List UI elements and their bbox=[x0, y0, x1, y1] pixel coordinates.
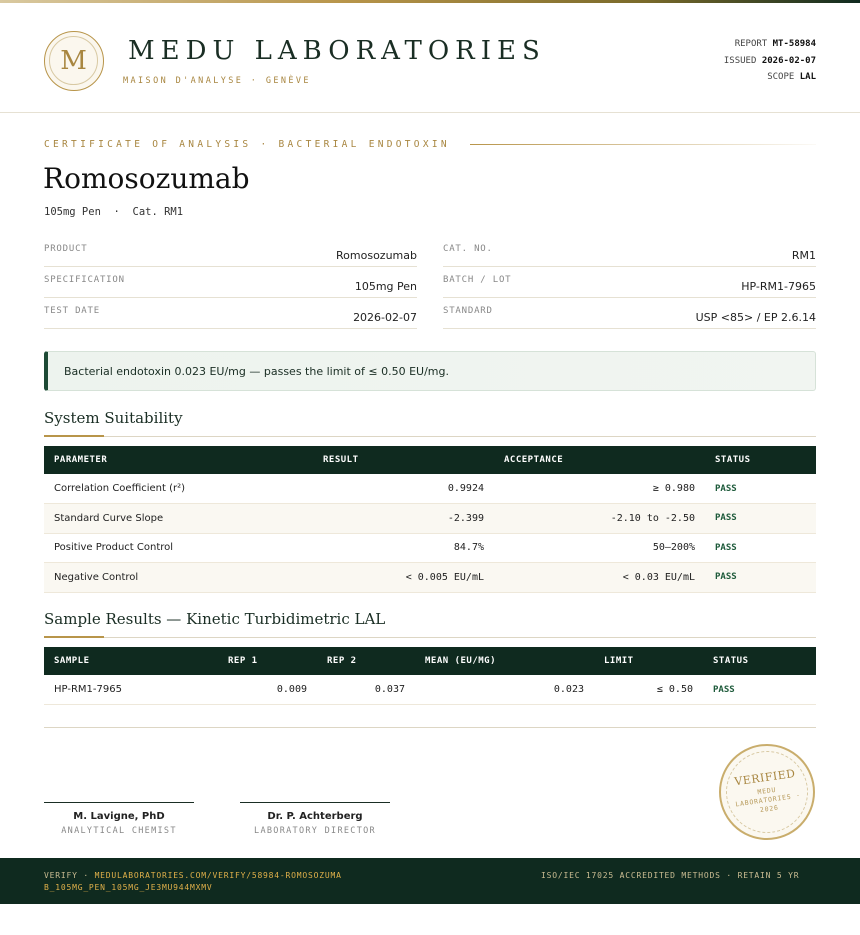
table-cell: -2.10 to -2.50 bbox=[494, 504, 705, 534]
verify-line bbox=[44, 870, 344, 894]
product-title: Romosozumab bbox=[43, 162, 250, 195]
column-header: RESULT bbox=[323, 455, 359, 465]
column-header: REP 1 bbox=[228, 656, 258, 666]
report-footer bbox=[0, 858, 860, 904]
table-cell: Correlation Coefficient (r²) bbox=[44, 474, 313, 504]
table-cell: 0.037 bbox=[317, 675, 415, 705]
column-header: STATUS bbox=[715, 455, 751, 465]
info-row-batch bbox=[443, 267, 816, 298]
signature-block-chemist bbox=[44, 802, 194, 836]
info-row-specification bbox=[44, 267, 417, 298]
table-row bbox=[44, 533, 816, 563]
suitability-table bbox=[44, 446, 816, 593]
info-label: CAT. NO. bbox=[443, 244, 493, 254]
table-cell: 0.023 bbox=[415, 675, 594, 705]
table-cell: 0.009 bbox=[218, 675, 317, 705]
table-cell: Positive Product Control bbox=[44, 533, 313, 563]
samples-title: Sample Results — Kinetic Turbidimetric LAL bbox=[44, 610, 386, 628]
signature-name: Dr. P. Achterberg bbox=[267, 811, 363, 822]
table-row bbox=[44, 563, 816, 593]
logo-monogram: M bbox=[49, 36, 98, 85]
table-header bbox=[44, 446, 816, 474]
accreditation-note: ISO/IEC 17025 ACCREDITED METHODS · RETAIN 5 YR bbox=[541, 871, 800, 880]
samples-table bbox=[44, 647, 816, 705]
column-header: STATUS bbox=[713, 656, 749, 666]
report-header bbox=[0, 3, 860, 113]
status-badge: PASS bbox=[705, 533, 816, 563]
section-rule bbox=[44, 637, 816, 638]
table-cell: Standard Curve Slope bbox=[44, 504, 313, 534]
info-value: USP <85> / EP 2.6.14 bbox=[695, 310, 816, 324]
meta-report: REPORT MT-58984 bbox=[734, 39, 816, 49]
column-header: ACCEPTANCE bbox=[504, 455, 564, 465]
certificate-label: CERTIFICATE OF ANALYSIS · BACTERIAL ENDOTOXIN bbox=[44, 139, 450, 150]
table-cell: HP-RM1-7965 bbox=[44, 675, 218, 705]
signature-role: LABORATORY DIRECTOR bbox=[254, 826, 376, 836]
lab-logo-icon bbox=[44, 31, 104, 91]
seal-title: VERIFIED bbox=[733, 766, 797, 788]
signature-name: M. Lavigne, PhD bbox=[73, 811, 165, 822]
column-header: LIMIT bbox=[604, 656, 634, 666]
meta-scope: SCOPE LAL bbox=[767, 72, 816, 82]
info-value: HP-RM1-7965 bbox=[741, 279, 816, 293]
column-header: SAMPLE bbox=[54, 656, 90, 666]
signature-divider bbox=[44, 727, 816, 728]
verify-code: 58984-ROMOSOZUMAB_105MG_PEN_105MG_JE3MU944MXMV bbox=[44, 871, 342, 892]
section-accent bbox=[44, 435, 104, 437]
info-row-cat-no bbox=[443, 236, 816, 267]
table-row bbox=[44, 474, 816, 504]
info-label: STANDARD bbox=[443, 306, 493, 316]
report-meta bbox=[724, 36, 816, 86]
signature-role: ANALYTICAL CHEMIST bbox=[61, 826, 177, 836]
table-cell: < 0.005 EU/mL bbox=[313, 563, 494, 593]
verify-prefix: VERIFY · bbox=[44, 871, 95, 880]
info-grid-left bbox=[44, 236, 417, 329]
table-cell: -2.399 bbox=[313, 504, 494, 534]
product-subtitle: 105mg Pen · Cat. RM1 bbox=[44, 206, 184, 218]
table-row bbox=[44, 675, 816, 705]
info-label: SPECIFICATION bbox=[44, 275, 125, 285]
suitability-title: System Suitability bbox=[44, 409, 183, 427]
status-badge: PASS bbox=[705, 504, 816, 534]
info-value: RM1 bbox=[791, 248, 816, 262]
info-label: BATCH / LOT bbox=[443, 275, 512, 285]
table-cell: 84.7% bbox=[313, 533, 494, 563]
table-cell: 50–200% bbox=[494, 533, 705, 563]
meta-issued: ISSUED 2026-02-07 bbox=[723, 55, 816, 66]
info-row-product bbox=[44, 236, 417, 267]
info-row-standard bbox=[443, 298, 816, 329]
table-cell: ≥ 0.980 bbox=[494, 474, 705, 504]
section-rule bbox=[44, 436, 816, 437]
signature-block-director bbox=[240, 802, 390, 836]
brand-name: MEDU LABORATORIES bbox=[128, 36, 546, 66]
status-badge: PASS bbox=[703, 675, 816, 705]
info-value: 2026-02-07 bbox=[353, 310, 417, 324]
column-header: PARAMETER bbox=[54, 455, 108, 465]
brand-subtitle: MAISON D'ANALYSE · GENÈVE bbox=[123, 76, 311, 86]
column-header: REP 2 bbox=[327, 656, 357, 666]
certificate-rule bbox=[470, 144, 816, 145]
status-badge: PASS bbox=[705, 563, 816, 593]
verified-seal-icon bbox=[719, 744, 815, 840]
verify-link[interactable]: MEDULABORATORIES.COM/VERIFY/ bbox=[94, 871, 252, 880]
table-cell: 0.9924 bbox=[313, 474, 494, 504]
seal-subtitle: MEDU LABORATORIES · 2026 bbox=[734, 785, 802, 814]
status-badge: PASS bbox=[705, 474, 816, 504]
info-row-test-date bbox=[44, 298, 417, 329]
result-banner: Bacterial endotoxin 0.023 EU/mg — passes the limit of ≤ 0.50 EU/mg. bbox=[44, 351, 816, 391]
table-header bbox=[44, 647, 816, 675]
info-label: TEST DATE bbox=[44, 306, 100, 316]
info-grid-right bbox=[443, 236, 816, 329]
seal-inner bbox=[721, 746, 814, 839]
info-value: Romosozumab bbox=[336, 248, 417, 262]
section-accent bbox=[44, 636, 104, 638]
table-cell: ≤ 0.50 bbox=[594, 675, 703, 705]
info-label: PRODUCT bbox=[44, 244, 88, 254]
column-header: MEAN (EU/MG) bbox=[425, 656, 497, 666]
table-cell: Negative Control bbox=[44, 563, 313, 593]
table-row bbox=[44, 504, 816, 534]
info-value: 105mg Pen bbox=[354, 279, 417, 293]
table-cell: < 0.03 EU/mL bbox=[494, 563, 705, 593]
